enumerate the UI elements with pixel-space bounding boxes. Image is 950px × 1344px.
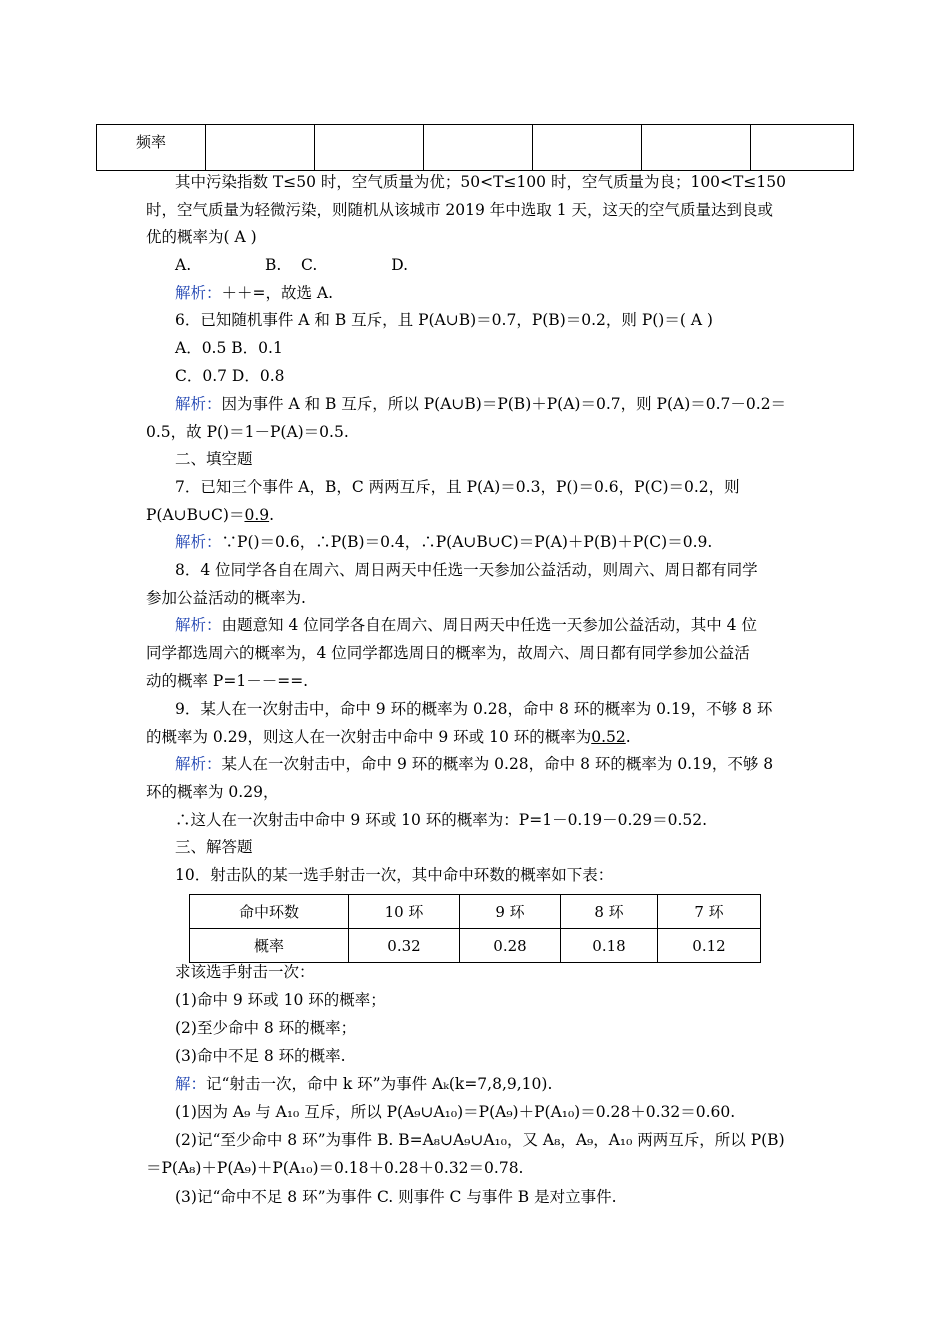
table-cell <box>315 125 424 171</box>
table-cell: 0.32 <box>349 929 460 963</box>
q9-stem-line1: 9．某人在一次射击中，命中 9 环的概率为 0.28，命中 8 环的概率为 0.19，不够 8 环 <box>175 700 773 718</box>
solution-label: 解： <box>175 1075 207 1093</box>
q7-solution-text: ∵P()＝0.6，∴P(B)＝0.4，∴P(A∪B∪C)＝P(A)＋P(B)＋P(C)＝0.9. <box>221 533 713 551</box>
q7-solution <box>175 532 839 552</box>
q9-stem-line2 <box>146 727 810 747</box>
q8-solution-line1 <box>175 615 839 635</box>
table-header-cell: 命中环数 <box>190 895 349 929</box>
q10-part1: (1)命中 9 环或 10 环的概率； <box>175 991 386 1009</box>
q6-solution-line1 <box>175 394 839 414</box>
section-answer: 三、解答题 <box>175 838 253 856</box>
q5-options: A. B. C. D. <box>175 256 408 274</box>
table-cell: 0.18 <box>561 929 658 963</box>
q8-solution-line3: 动的概率 P=1－－==. <box>146 672 309 690</box>
q7-stem-line2 <box>146 505 810 525</box>
q8-solution-text: 由题意知 4 位同学各自在周六、周日两天中任选一天参加公益活动，其中 4 位 <box>221 616 757 634</box>
q7-stem-line1: 7．已知三个事件 A，B，C 两两互斥，且 P(A)＝0.3，P()＝0.6，P(C)＝0.2，则 <box>175 478 740 496</box>
table-cell <box>424 125 533 171</box>
q6-options-cd: C．0.7 D．0.8 <box>175 367 285 385</box>
q6-options-ab: A．0.5 B．0.1 <box>175 339 283 357</box>
q7-answer: 0.9 <box>244 506 270 524</box>
q10-stem: 10．射击队的某一选手射击一次，其中命中环数的概率如下表： <box>175 866 614 884</box>
q7-stem-text: P(A∪B∪C)＝ <box>146 506 245 524</box>
q9-stem-end: . <box>625 728 631 746</box>
q9-stem-text: 的概率为 0.29，则这人在一次射击中命中 9 环或 10 环的概率为 <box>146 728 592 746</box>
q9-answer: 0.52 <box>591 728 626 746</box>
q6-stem: 6．已知随机事件 A 和 B 互斥，且 P(A∪B)＝0.7，P(B)＝0.2，则 P()＝( A ) <box>175 311 713 329</box>
q10-part2: (2)至少命中 8 环的概率； <box>175 1019 357 1037</box>
solution-label: 解析： <box>175 755 222 773</box>
table-cell: 0.28 <box>460 929 561 963</box>
section-fill-in: 二、填空题 <box>175 450 253 468</box>
table-cell <box>206 125 315 171</box>
solution-label: 解析： <box>175 395 222 413</box>
solution-label: 解析： <box>175 616 222 634</box>
q8-stem-line1: 8．4 位同学各自在周六、周日两天中任选一天参加公益活动，则周六、周日都有同学 <box>175 561 758 579</box>
probability-table <box>189 894 761 963</box>
table-cell: 0.12 <box>658 929 761 963</box>
q10-solution-part3: (3)记“命中不足 8 环”为事件 C. 则事件 C 与事件 B 是对立事件. <box>175 1188 617 1206</box>
q9-solution-line2: 环的概率为 0.29， <box>146 783 279 801</box>
q10-part3: (3)命中不足 8 环的概率. <box>175 1047 346 1065</box>
q5-solution <box>175 283 839 303</box>
table-row-label: 概率 <box>190 929 349 963</box>
q10-solution-part1: (1)因为 A₉ 与 A₁₀ 互斥，所以 P(A₉∪A₁₀)＝P(A₉)＋P(A₁₀)＝0.28＋0.32＝0.60. <box>175 1103 736 1121</box>
table-header-cell: 8 环 <box>561 895 658 929</box>
q10-solution-intro <box>175 1074 839 1094</box>
q6-solution-line2: 0.5，故 P()＝1－P(A)＝0.5. <box>146 423 349 441</box>
q8-stem-line2: 参加公益活动的概率为. <box>146 589 306 607</box>
q9-solution-text: 某人在一次射击中，命中 9 环的概率为 0.28，命中 8 环的概率为 0.19，不够 8 <box>221 755 774 773</box>
solution-label: 解析： <box>175 284 222 302</box>
q10-solution-intro-text: 记“射击一次，命中 k 环”为事件 Aₖ(k=7,8,9,10). <box>206 1075 553 1093</box>
table-cell <box>751 125 854 171</box>
q10-solution-part2-line1: (2)记“至少命中 8 环”为事件 B. B=A₈∪A₉∪A₁₀，又 A₈，A₉，A₁₀ 两两互斥，所以 P(B) <box>175 1131 785 1149</box>
solution-label: 解析： <box>175 533 222 551</box>
q5-solution-text: ＋＋=，故选 A. <box>221 284 334 302</box>
table-cell <box>642 125 751 171</box>
table-header-cell: 7 环 <box>658 895 761 929</box>
frequency-label: 频率 <box>97 125 206 171</box>
q10-ask: 求该选手射击一次： <box>175 963 315 981</box>
q5-line1: 其中污染指数 T≤50 时，空气质量为优；50<T≤100 时，空气质量为良；100<T≤150 <box>175 173 786 191</box>
q5-line2: 时，空气质量为轻微污染，则随机从该城市 2019 年中选取 1 天，这天的空气质量达到良或 <box>146 201 774 219</box>
table-header-cell: 9 环 <box>460 895 561 929</box>
table-cell <box>533 125 642 171</box>
frequency-table <box>96 124 854 171</box>
q8-solution-line2: 同学都选周六的概率为，4 位同学都选周日的概率为，故周六、周日都有同学参加公益活 <box>146 644 750 662</box>
q5-line3: 优的概率为( A ) <box>146 228 257 246</box>
q10-solution-part2-line2: ＝P(A₈)＋P(A₉)＋P(A₁₀)＝0.18＋0.28＋0.32＝0.78. <box>146 1159 524 1177</box>
q7-stem-end: . <box>269 506 275 524</box>
q6-solution-text: 因为事件 A 和 B 互斥，所以 P(A∪B)＝P(B)＋P(A)＝0.7，则 P(A)＝0.7－0.2＝ <box>221 395 787 413</box>
q9-solution-line1 <box>175 754 839 774</box>
q9-solution-line3: ∴这人在一次射击中命中 9 环或 10 环的概率为：P=1－0.19－0.29＝0.52. <box>175 811 708 829</box>
table-header-cell: 10 环 <box>349 895 460 929</box>
